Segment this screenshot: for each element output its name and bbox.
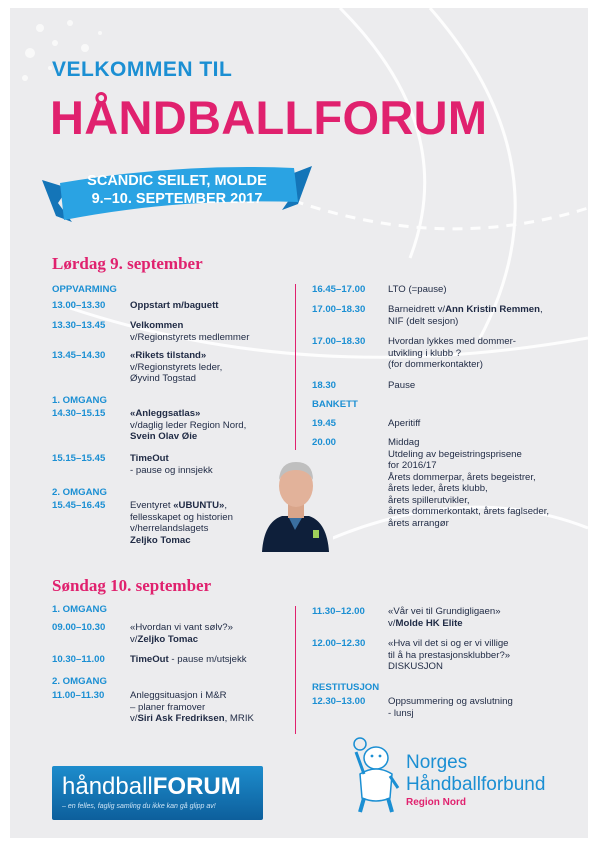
row-time: 18.30 <box>312 380 337 391</box>
sunday-divider <box>295 606 296 734</box>
schedule-row <box>312 418 420 430</box>
schedule-row <box>312 336 516 371</box>
schedule-row <box>312 284 447 296</box>
handballforum-tagline: – en felles, faglig samling du ikke kan gå glipp av! <box>62 803 216 810</box>
row-desc-bold: TimeOut <box>130 654 169 665</box>
row-desc-text: «Vår vei til Grundigligaen» v/ <box>388 606 501 629</box>
row-desc-bold: Molde HK Elite <box>395 617 463 629</box>
row-desc-bold: «Rikets tilstand» <box>130 350 207 361</box>
row-time: 11.00–11.30 <box>52 690 105 701</box>
row-desc-bold: Ann Kristin Remmen <box>445 304 540 315</box>
row-desc <box>130 622 233 645</box>
schedule-row <box>312 606 501 629</box>
row-time: 17.00–18.30 <box>312 336 366 347</box>
section-omgang-1: 1. OMGANG <box>52 395 107 406</box>
row-desc <box>130 453 213 476</box>
row-desc-text: v/Regionstyrets leder, Øyvind Togstad <box>130 361 223 384</box>
row-desc <box>130 654 247 666</box>
row-time: 16.45–17.00 <box>312 284 366 295</box>
nhf-line-1: Norges <box>406 752 468 773</box>
row-desc-text: «Hvordan vi vant sølv?» v/ <box>130 622 233 645</box>
row-desc: Middag Utdeling av begeistringsprisene for 2016/17 Årets dommerpar, årets begeistrer, årets leder, årets klubb, årets spillerutvikler, årets dommerkontakt, årets faglseder, årets arrangør <box>388 437 550 529</box>
section-bankett: BANKETT <box>312 399 358 410</box>
row-desc-text: - pause og innsjekk <box>130 464 213 476</box>
row-desc <box>388 606 501 629</box>
welcome-text: VELKOMMEN TIL <box>52 58 233 81</box>
schedule-row <box>52 654 247 666</box>
row-desc-text: v/daglig leder Region Nord, <box>130 419 247 431</box>
section-omgang-2: 2. OMGANG <box>52 487 107 498</box>
row-desc <box>130 350 222 385</box>
row-desc-bold: Zeljko Tomac <box>137 633 199 645</box>
nhf-region: Region Nord <box>406 797 466 808</box>
schedule-row <box>312 304 543 327</box>
schedule-row <box>52 622 233 645</box>
row-time: 15.45–16.45 <box>52 500 106 511</box>
section-omgang-2: 2. OMGANG <box>52 676 107 687</box>
schedule-row <box>312 380 415 392</box>
schedule-row <box>52 350 222 385</box>
row-desc-text: v/Regionstyrets medlemmer <box>130 331 250 343</box>
row-desc-text-2: , NIF (delt sesjon) <box>388 304 543 327</box>
row-desc <box>130 690 254 725</box>
nhf-logo <box>406 752 545 808</box>
schedule-row <box>312 696 513 719</box>
row-desc: Hvordan lykkes med dommer- utvikling i klubb ? (for dommerkontakter) <box>388 336 516 370</box>
banner-location: SCANDIC SEILET, MOLDE <box>87 173 267 189</box>
row-desc-bold: Velkommen <box>130 320 184 331</box>
row-desc <box>388 304 543 327</box>
row-desc: Aperitiff <box>388 418 421 429</box>
row-time: 10.30–11.00 <box>52 654 105 665</box>
saturday-heading: Lørdag 9. september <box>52 254 203 273</box>
row-desc-text-2: , fellesskapet og historien v/herrelandslagets <box>130 500 233 534</box>
row-time: 14.30–15.15 <box>52 408 106 419</box>
row-desc: Pause <box>388 380 416 391</box>
section-restitusjon: RESTITUSJON <box>312 682 380 693</box>
row-time: 19.45 <box>312 418 337 429</box>
row-time: 20.00 <box>312 437 337 448</box>
row-desc: Oppsummering og avslutning - lunsj <box>388 696 513 719</box>
schedule-row <box>52 500 233 546</box>
sunday-heading: Søndag 10. september <box>52 576 212 595</box>
section-oppvarming: OPPVARMING <box>52 284 117 295</box>
schedule-row <box>52 320 249 343</box>
wordmark-bold: FORUM <box>152 773 241 800</box>
row-time: 13.30–13.45 <box>52 320 106 331</box>
row-desc-bold: Siri Ask Fredriksen <box>137 713 225 724</box>
polar-bear-mascot-icon <box>346 734 402 814</box>
row-desc <box>130 408 246 443</box>
row-time: 17.00–18.30 <box>312 304 366 315</box>
speaker-photo <box>258 450 333 552</box>
schedule-row <box>52 408 246 443</box>
schedule-row <box>312 638 510 673</box>
schedule-row <box>52 690 254 725</box>
row-desc-text: Barneidrett v/ <box>388 304 446 315</box>
row-time: 12.00–12.30 <box>312 638 366 649</box>
row-desc-text: - pause m/utsjekk <box>168 654 247 665</box>
row-desc-bold: «UBUNTU» <box>173 500 225 511</box>
poster <box>10 8 588 838</box>
row-desc <box>130 500 233 546</box>
event-banner <box>42 158 312 233</box>
schedule-row <box>312 437 549 529</box>
nhf-line-2: Håndballforbund <box>406 774 546 795</box>
row-desc-text-2: , MRIK <box>224 713 254 724</box>
section-omgang-1: 1. OMGANG <box>52 604 107 615</box>
row-time: 13.45–14.30 <box>52 350 106 361</box>
row-desc: «Hva vil det si og er vi villige til å ha prestasjonsklubber?» DISKUSJON <box>388 638 511 672</box>
event-title: HÅNDBALLFORUM <box>50 91 488 144</box>
row-desc-bold: Oppstart m/baguett <box>130 300 219 311</box>
row-desc <box>130 300 218 312</box>
row-time: 15.15–15.45 <box>52 453 106 464</box>
wordmark-light: håndball <box>62 773 153 800</box>
row-desc-bold: «Anleggsatlas» <box>130 408 201 419</box>
schedule-row <box>52 300 218 312</box>
banner-dates: 9.–10. SEPTEMBER 2017 <box>91 191 263 207</box>
row-time: 09.00–10.30 <box>52 622 106 633</box>
row-desc-bold: TimeOut <box>130 453 169 464</box>
row-desc-text: Eventyret <box>130 500 174 511</box>
handballforum-logo <box>52 766 263 820</box>
row-time: 13.00–13.30 <box>52 300 106 311</box>
row-time: 12.30–13.00 <box>312 696 366 707</box>
row-desc: LTO (=pause) <box>388 284 447 295</box>
row-desc-bold-2: Zeljko Tomac <box>130 534 191 546</box>
row-desc <box>130 320 249 343</box>
row-desc-bold-2: Svein Olav Øie <box>130 431 198 442</box>
row-desc-text: Anleggsituasjon i M&R – planer framover v/ <box>130 690 227 724</box>
handballforum-wordmark <box>62 773 241 801</box>
row-time: 11.30–12.00 <box>312 606 365 617</box>
schedule-row <box>52 453 213 476</box>
